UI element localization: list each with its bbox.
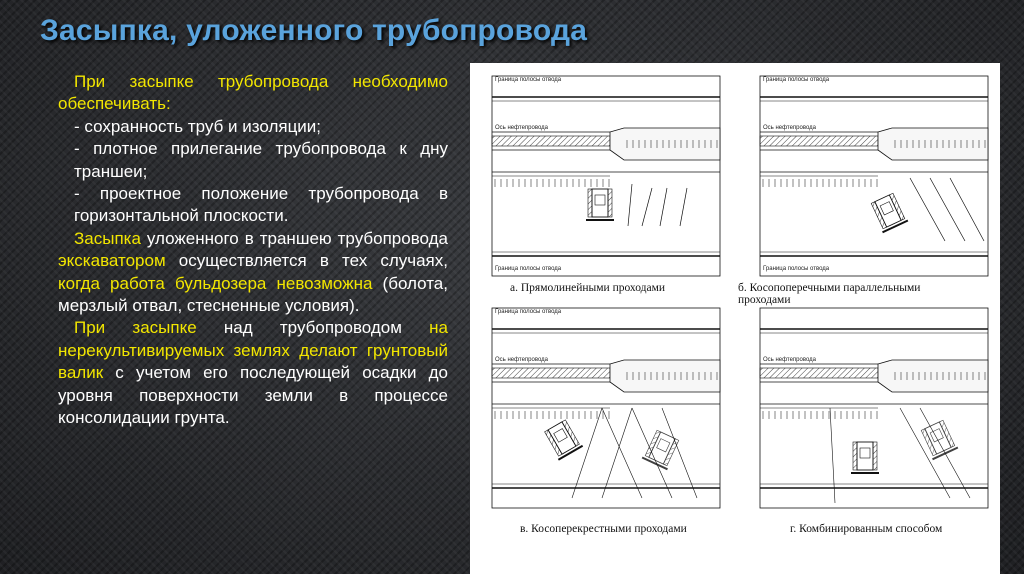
page-title: Засыпка, уложенного трубопровода: [40, 14, 588, 47]
band-top-label: Граница полосы отвода: [495, 77, 562, 83]
highlight-text: При засыпке: [74, 318, 197, 338]
pipe-axis-label: Ось нефтепровода: [763, 357, 817, 363]
band-bottom-label: Граница полосы отвода: [495, 266, 562, 272]
caption-c: в. Косоперекрестными проходами: [520, 523, 687, 535]
plain-text: над трубопроводом: [196, 318, 430, 338]
pipe-axis-label: Ось нефтепровода: [763, 125, 817, 131]
paragraph-2: [58, 228, 448, 318]
list-item: - проектное положение трубопровода в горизонтальной плоскости.: [74, 184, 448, 226]
band-top-label: Граница полосы отвода: [495, 309, 562, 315]
highlight-text: Засыпка: [74, 228, 141, 248]
paragraph-1: [58, 71, 448, 116]
paragraph-3: [58, 317, 448, 429]
backfill-diagram: [470, 63, 1000, 574]
caption-a: а. Прямолинейными проходами: [510, 282, 666, 294]
diagram-panel: [470, 63, 1000, 574]
caption-b: б. Косопоперечными параллельными проходами: [738, 282, 921, 306]
pipe-axis-label: Ось нефтепровода: [495, 357, 549, 363]
diagram-c: [492, 308, 720, 508]
list-item: - сохранность труб и изоляции;: [74, 116, 322, 136]
plain-text: с учетом его последующей осадки до уровня поверхности земли в процессе консолидации грунта.: [58, 363, 448, 428]
plain-text: (болота, мерзлый отвал, стесненные условия).: [58, 273, 448, 316]
plain-text: уложенного в траншею трубопровода: [140, 228, 448, 248]
pipe-axis-label: Ось нефтепровода: [495, 125, 549, 131]
band-top-label: Граница полосы отвода: [763, 77, 830, 83]
diagram-a: [492, 76, 720, 276]
highlight-text: когда работа бульдозера невозможна: [58, 273, 373, 293]
diagram-d: [760, 308, 988, 508]
list-item: - плотное прилегание трубопровода к дну траншеи;: [74, 139, 448, 181]
diagram-b: [760, 76, 988, 276]
highlight-text: экскаватором: [58, 251, 166, 271]
highlight-text: на нерекультивируемых землях делают грунтовый валик: [58, 318, 449, 383]
intro-text: При засыпке трубопровода необходимо обеспечивать:: [58, 72, 448, 114]
plain-text: осуществляется в тех случаях,: [165, 251, 448, 271]
band-bottom-label: Граница полосы отвода: [763, 266, 830, 272]
body-text: [58, 71, 448, 430]
caption-d: г. Комбинированным способом: [790, 523, 943, 535]
